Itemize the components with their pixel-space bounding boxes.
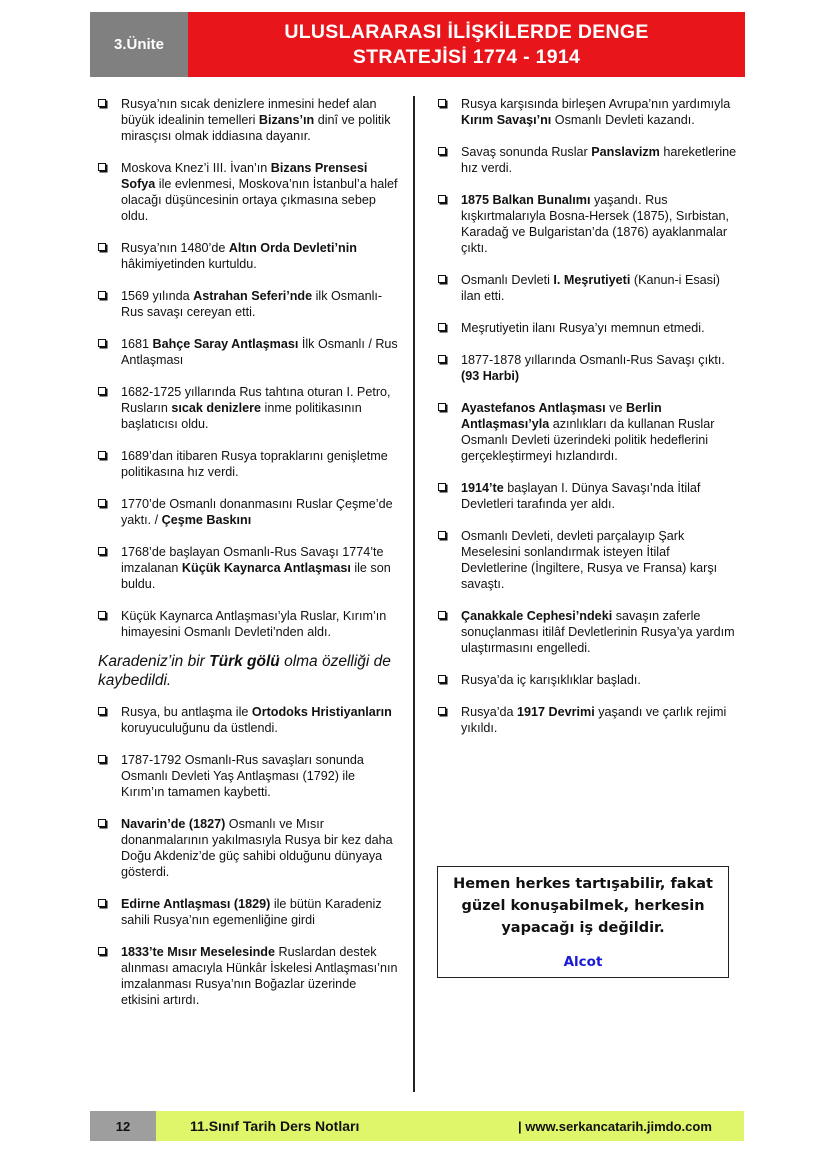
bullet-item-text xyxy=(461,672,738,688)
bullet-item-text xyxy=(121,496,398,528)
bullet-item xyxy=(98,288,398,320)
bold-text: (93 Harbi) xyxy=(461,369,520,383)
bullet-item xyxy=(438,672,738,688)
bullet-item-text xyxy=(461,96,738,128)
bold-text: 1917 Devrimi xyxy=(517,705,595,719)
text-segment: (Kanun-i Esasi) ilan etti. xyxy=(461,273,720,303)
text-segment: İlk Osmanlı / Rus Antlaşması xyxy=(121,337,398,367)
left-bullet-list-bottom xyxy=(98,704,398,1008)
unit-label: 3.Ünite xyxy=(90,12,188,77)
bullet-item-text xyxy=(121,816,398,880)
checkbox-bullet-icon xyxy=(438,195,446,203)
bullet-item xyxy=(438,352,738,384)
bold-text: 1833’te Mısır Meselesinde xyxy=(121,945,276,959)
bullet-item-text xyxy=(121,944,398,1008)
bullet-item-text xyxy=(121,240,398,272)
checkbox-bullet-icon xyxy=(98,707,106,715)
text-segment: Meşrutiyetin ilanı Rusya’yı memnun etmedi. xyxy=(461,321,705,335)
text-segment: Osmanlı Devleti xyxy=(461,273,554,287)
text-segment: 1877-1878 yıllarında Osmanlı-Rus Savaşı çıktı. xyxy=(461,353,725,367)
bullet-item-text xyxy=(461,480,738,512)
checkbox-bullet-icon xyxy=(98,819,106,827)
text-segment: Rusya’nın 1480’de xyxy=(121,241,229,255)
bullet-item xyxy=(438,96,738,128)
checkbox-bullet-icon xyxy=(98,611,106,619)
page-number: 12 xyxy=(90,1111,156,1141)
bold-text: 1914’te xyxy=(461,481,504,495)
text-segment: Moskova Knez’i III. İvan’ın xyxy=(121,161,271,175)
bold-text: Edirne Antlaşması (1829) xyxy=(121,897,271,911)
text-segment: hareketlerine hız verdi. xyxy=(461,145,737,175)
bullet-item xyxy=(98,160,398,224)
bullet-item xyxy=(98,544,398,592)
text-segment: inme politikasının başlatıcısı oldu. xyxy=(121,401,362,431)
text-segment: 1682-1725 yıllarında Rus tahtına oturan I. Petro, Rusların xyxy=(121,385,391,415)
bullet-item-text xyxy=(461,608,738,656)
bullet-item xyxy=(438,480,738,512)
bullet-item xyxy=(438,704,738,736)
bullet-item xyxy=(438,400,738,464)
quote-line-3: yapacağı iş değildir. xyxy=(501,920,665,936)
checkbox-bullet-icon xyxy=(438,483,446,491)
text-segment: başlayan I. Dünya Savaşı’nda İtilaf Devletleri tarafında yer aldı. xyxy=(461,481,701,511)
bold-text: Altın Orda Devleti’nin xyxy=(228,241,357,255)
checkbox-bullet-icon xyxy=(438,707,446,715)
bullet-item xyxy=(438,144,738,176)
checkbox-bullet-icon xyxy=(438,323,446,331)
bullet-item xyxy=(98,896,398,928)
text-segment: 1787-1792 Osmanlı-Rus savaşları sonunda Osmanlı Devleti Yaş Antlaşması (1792) ile Kırım’ın tamamen kaybetti. xyxy=(121,753,364,799)
checkbox-bullet-icon xyxy=(98,499,106,507)
text-segment: 1768’de başlayan Osmanlı-Rus Savaşı 1774’te imzalanan xyxy=(121,545,384,575)
bold-text: Ortodoks Hristiyanların xyxy=(251,705,392,719)
bullet-item-text xyxy=(461,272,738,304)
text-segment: Rusya’nın sıcak denizlere inmesini hedef alan büyük idealinin temelleri xyxy=(121,97,377,127)
text-segment: yaşandı ve çarlık rejimi yıkıldı. xyxy=(461,705,727,735)
footer-url: | www.serkancatarih.jimdo.com xyxy=(518,1118,712,1134)
text-segment: Küçük Kaynarca Antlaşması’yla Ruslar, Kırım’ın himayesini Osmanlı Devleti’nden aldı. xyxy=(121,609,387,639)
bullet-item xyxy=(98,448,398,480)
checkbox-bullet-icon xyxy=(98,291,106,299)
left-column xyxy=(98,96,398,1024)
bullet-item xyxy=(98,336,398,368)
text-segment: Ruslardan destek alınması amacıyla Hünkâr İskelesi Antlaşması’nın imzalanması Rusya’nın Boğazlar üzerinde etkisini artırdı. xyxy=(121,945,398,1007)
text-segment: Osmanlı ve Mısır donanmalarının yakılmasıyla Rusya bir kez daha Doğu Akdeniz’de güç sahibi olduğunu dünyaya gösterdi. xyxy=(121,817,393,879)
text-segment: Rusya, bu antlaşma ile xyxy=(121,705,252,719)
bold-text: Çeşme Baskını xyxy=(161,513,252,527)
bullet-item-text xyxy=(121,752,398,800)
text-segment: 1569 yılında xyxy=(121,289,194,303)
text-segment: Rusya’da iç karışıklıklar başladı. xyxy=(461,673,641,687)
checkbox-bullet-icon xyxy=(98,243,106,251)
checkbox-bullet-icon xyxy=(98,947,106,955)
emphasis-note xyxy=(98,652,398,690)
page-title-line-1: ULUSLARARASI İLİŞKİLERDE DENGE xyxy=(284,20,649,43)
bold-text: Navarin’de (1827) xyxy=(121,817,226,831)
bullet-item xyxy=(438,320,738,336)
text-segment: ile evlenmesi, Moskova’nın İstanbul’a halef olacağı düşüncesinin ortaya çıkmasına sebep oldu. xyxy=(121,177,398,223)
text-segment: olma özelliği de kaybedildi. xyxy=(98,653,391,689)
checkbox-bullet-icon xyxy=(98,99,106,107)
text-segment: Rusya’da xyxy=(461,705,518,719)
checkbox-bullet-icon xyxy=(98,387,106,395)
text-segment: 1681 xyxy=(121,337,153,351)
bold-text: Panslavizm xyxy=(591,145,660,159)
bullet-item-text xyxy=(461,320,738,336)
text-segment: ile son buldu. xyxy=(121,561,391,591)
text-segment: yaşandı. Rus kışkırtmalarıyla Bosna-Hersek (1875), Sırbistan, Karadağ ve Bulgaristan’da (1876) ayaklanmalar çıktı. xyxy=(461,193,730,255)
bullet-item-text xyxy=(121,608,398,640)
bold-text: sıcak denizlere xyxy=(171,401,262,415)
bullet-item xyxy=(98,608,398,640)
bullet-item xyxy=(438,272,738,304)
bullet-item-text xyxy=(121,288,398,320)
quote-box xyxy=(437,866,729,978)
checkbox-bullet-icon xyxy=(98,451,106,459)
bold-text: Bahçe Saray Antlaşması xyxy=(152,337,299,351)
bullet-item-text xyxy=(121,384,398,432)
checkbox-bullet-icon xyxy=(438,403,446,411)
bold-text: Kırım Savaşı’nı xyxy=(461,113,552,127)
bold-text: Bizans’ın xyxy=(258,113,315,127)
checkbox-bullet-icon xyxy=(438,147,446,155)
text-segment: azınlıkları da kullanan Ruslar Osmanlı Devleti üzerindeki politik hedeflerini gerçekleştirmeyi hızlandırdı. xyxy=(461,417,715,463)
bullet-item xyxy=(98,704,398,736)
bold-text: Astrahan Seferi’nde xyxy=(193,289,313,303)
bullet-item xyxy=(98,384,398,432)
text-segment: Savaş sonunda Ruslar xyxy=(461,145,592,159)
page-title xyxy=(188,12,745,77)
checkbox-bullet-icon xyxy=(438,675,446,683)
bullet-item xyxy=(438,608,738,656)
text-segment: 1689’dan itibaren Rusya topraklarını genişletme politikasına hız verdi. xyxy=(121,449,388,479)
bullet-item-text xyxy=(461,704,738,736)
bold-text: Ayastefanos Antlaşması xyxy=(461,401,606,415)
bold-text: I. Meşrutiyeti xyxy=(553,273,631,287)
text-segment: ve xyxy=(605,401,626,415)
bold-text: Berlin Antlaşması’yla xyxy=(461,401,662,431)
bold-text: 1875 Balkan Bunalımı xyxy=(461,193,591,207)
bullet-item xyxy=(98,496,398,528)
bold-text: Türk gölü xyxy=(209,653,280,670)
text-segment: Osmanlı Devleti kazandı. xyxy=(551,113,695,127)
bullet-item-text xyxy=(461,144,738,176)
bullet-item-text xyxy=(121,336,398,368)
text-segment: savaşın zaferle sonuçlanması itilâf Devletlerinin Rusya’ya yardım ulaştırmasını engelledi. xyxy=(461,609,735,655)
bullet-item-text xyxy=(121,704,398,736)
bullet-item xyxy=(98,752,398,800)
bullet-item-text xyxy=(121,96,398,144)
checkbox-bullet-icon xyxy=(438,355,446,363)
left-bullet-list-top xyxy=(98,96,398,640)
bullet-item xyxy=(98,816,398,880)
text-segment: hâkimiyetinden kurtuldu. xyxy=(121,257,257,271)
checkbox-bullet-icon xyxy=(98,339,106,347)
bullet-item xyxy=(98,944,398,1008)
checkbox-bullet-icon xyxy=(438,531,446,539)
text-segment: ilk Osmanlı-Rus savaşı cereyan etti. xyxy=(121,289,383,319)
checkbox-bullet-icon xyxy=(438,611,446,619)
text-segment: 1770’de Osmanlı donanmasını Ruslar Çeşme’de yaktı. / xyxy=(121,497,393,527)
text-segment: koruyuculuğunu da üstlendi. xyxy=(121,721,278,735)
bold-text: Küçük Kaynarca Antlaşması xyxy=(181,561,351,575)
bold-text: Çanakkale Cephesi’ndeki xyxy=(461,609,613,623)
right-bullet-list xyxy=(438,96,738,736)
footer-bar xyxy=(156,1111,744,1141)
page-title-line-2: STRATEJİSİ 1774 - 1914 xyxy=(352,45,581,68)
bullet-item xyxy=(438,528,738,592)
right-column xyxy=(438,96,738,752)
checkbox-bullet-icon xyxy=(98,755,106,763)
checkbox-bullet-icon xyxy=(98,547,106,555)
quote-author: Alcot xyxy=(563,954,603,970)
bullet-item xyxy=(438,192,738,256)
text-segment: Osmanlı Devleti, devleti parçalayıp Şark Meselesini sonlandırmak isteyen İtilaf Devletlerine (İngiltere, Rusya ve Fransa) karşı savaştı. xyxy=(461,529,718,591)
bullet-item xyxy=(98,96,398,144)
checkbox-bullet-icon xyxy=(98,163,106,171)
checkbox-bullet-icon xyxy=(98,899,106,907)
bullet-item-text xyxy=(121,544,398,592)
checkbox-bullet-icon xyxy=(438,275,446,283)
checkbox-bullet-icon xyxy=(438,99,446,107)
text-segment: Karadeniz’in bir xyxy=(98,653,210,670)
text-segment: ile bütün Karadeniz sahili Rusya’nın egemenliğine girdi xyxy=(121,897,382,927)
quote-line-2: güzel konuşabilmek, herkesin xyxy=(461,898,705,914)
column-divider xyxy=(413,96,415,1092)
bullet-item-text xyxy=(121,448,398,480)
text-segment: dinî ve politik mirasçısı olmak iddiasına dayanır. xyxy=(121,113,391,143)
bullet-item-text xyxy=(121,160,398,224)
bullet-item xyxy=(98,240,398,272)
bullet-item-text xyxy=(121,896,398,928)
bullet-item-text xyxy=(461,192,738,256)
bullet-item-text xyxy=(461,352,738,384)
bold-text: Bizans Prensesi Sofya xyxy=(121,161,368,191)
bullet-item-text xyxy=(461,528,738,592)
footer-title: 11.Sınıf Tarih Ders Notları xyxy=(190,1118,360,1134)
bullet-item-text xyxy=(461,400,738,464)
text-segment: Rusya karşısında birleşen Avrupa’nın yardımıyla xyxy=(461,97,731,111)
quote-line-1: Hemen herkes tartışabilir, fakat xyxy=(453,876,713,892)
